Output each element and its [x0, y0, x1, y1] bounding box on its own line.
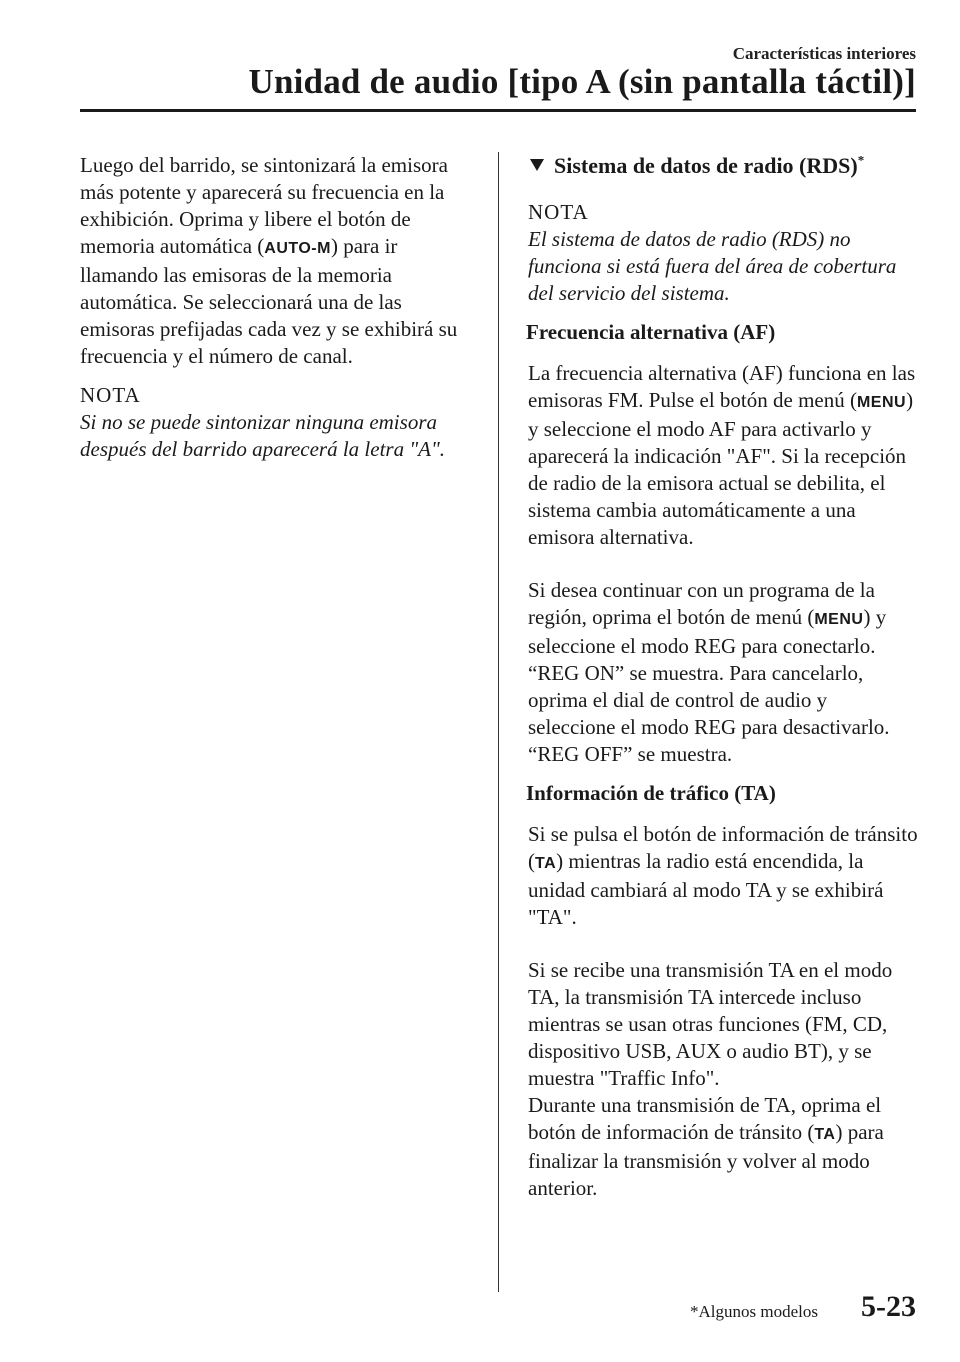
left-column	[80, 152, 468, 475]
paragraph-ta-1	[528, 821, 918, 931]
text-fragment: La frecuencia alternativa (AF) funciona en las emisoras FM. Pulse el botón de menú (	[528, 361, 916, 412]
section-label: Características interiores	[732, 44, 916, 63]
ta-button-label: TA	[814, 1126, 836, 1143]
auto-m-button-label: AUTO-M	[264, 240, 331, 257]
header-rule	[80, 109, 916, 112]
paragraph-ta-3	[528, 1092, 918, 1202]
paragraph-auto-memory	[80, 152, 468, 370]
note-text: Si no se puede sintonizar ninguna emisora después del barrido aparecerá la letra "A".	[80, 410, 446, 461]
text-fragment: ) para finalizar la transmisión y volver al modo anterior.	[528, 1120, 884, 1200]
af-heading: Frecuencia alternativa (AF)	[526, 320, 776, 344]
footnote: *Algunos modelos	[690, 1302, 818, 1321]
menu-button-label: MENU	[814, 611, 864, 628]
note-label: NOTA	[80, 383, 141, 407]
text-fragment: ) mientras la radio está encendida, la unidad cambiará al modo TA y se exhibirá "TA".	[528, 849, 884, 929]
paragraph-reg	[528, 577, 918, 768]
column-divider	[498, 152, 499, 1292]
ta-button-label: TA	[535, 855, 557, 872]
triangle-bullet-icon	[530, 159, 544, 171]
paragraph-ta-2: Si se recibe una transmisión TA en el modo TA, la transmisión TA intercede incluso mientras se usan otras funciones (FM, CD, dispositivo USB, AUX o audio BT), y se muestra "Traffic Info".	[528, 958, 893, 1090]
text-fragment: ) y seleccione el modo REG para conectarlo. “REG ON” se muestra. Para cancelarlo, oprima el dial de control de audio y seleccione el modo REG para desactivarlo. “REG OFF” se muestra.	[528, 605, 890, 766]
heading-text: Sistema de datos de radio (RDS)	[554, 153, 858, 178]
paragraph-af	[528, 360, 918, 551]
optional-model-mark: *	[857, 152, 865, 168]
text-fragment: Durante una transmisión de TA, oprima el botón de información de tránsito (	[528, 1093, 882, 1144]
menu-button-label: MENU	[856, 394, 907, 411]
page-number: 5-23	[861, 1290, 916, 1323]
page-title: Unidad de audio [tipo A (sin pantalla táctil)]	[248, 62, 916, 101]
rds-heading	[526, 152, 918, 179]
note-text: El sistema de datos de radio (RDS) no funciona si está fuera del área de cobertura del servicio del sistema.	[528, 227, 897, 305]
text-fragment: Si desea continuar con un programa de la región, oprima el botón de menú (	[528, 578, 875, 629]
right-column	[526, 152, 918, 1214]
text-fragment: ) para ir llamando las emisoras de la memoria automática. Se seleccionará una de las emisoras prefijadas cada vez y se exhibirá su frecuencia y el número de canal.	[80, 234, 458, 368]
note-label: NOTA	[528, 200, 589, 224]
text-fragment: Si se pulsa el botón de información de tránsito (	[528, 822, 918, 873]
ta-heading: Información de tráfico (TA)	[526, 781, 776, 805]
text-fragment: Luego del barrido, se sintonizará la emisora más potente y aparecerá su frecuencia en la exhibición. Oprima y libere el botón de memoria automática (	[80, 153, 448, 258]
text-fragment: ) y seleccione el modo AF para activarlo y aparecerá la indicación "AF". Si la recepción de radio de la emisora actual se debilita, el sistema cambia automáticamente a una emisora alternativa.	[528, 388, 914, 549]
